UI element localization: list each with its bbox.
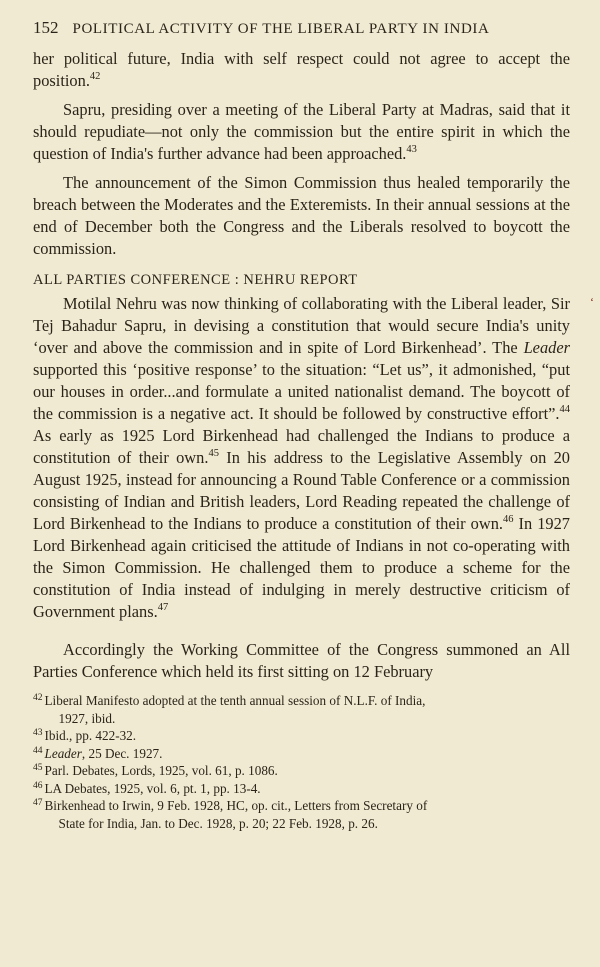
footnote-ref-43: 43 <box>406 143 417 155</box>
page-number: 152 <box>33 18 59 37</box>
footnote-line: , 25 Dec. 1927. <box>81 745 163 761</box>
footnote-ref-42: 42 <box>89 70 101 82</box>
running-header <box>33 18 570 38</box>
footnote-43 <box>33 727 570 745</box>
footnote-continuation: State for India, Jan. to Dec. 1928, p. 20; 22 Feb. 1928, p. 26. <box>58 815 378 831</box>
footnote-42 <box>33 692 570 727</box>
footnote-text <box>45 797 571 832</box>
footnote-line: Ibid., pp. 422-32. <box>44 728 137 743</box>
footnote-47 <box>33 797 570 832</box>
paragraph-4-text-c: As early as 1925 Lord Birkenhead had challenged the Indians to produce a constitution of their own. <box>33 426 570 467</box>
footnote-mark: 44 <box>33 745 43 756</box>
footnote-italic: Leader <box>44 745 82 761</box>
body-text <box>33 48 570 683</box>
footnote-44 <box>33 745 570 763</box>
paragraph-5 <box>33 639 570 683</box>
paragraph-4-text-a: Motilal Nehru was now thinking of collaborating with the Liberal leader, Sir Tej Bahadur Sapru, in devising a constitution that would secure India's unity ‘over and above the commission and in spite of Lord Birkenhead’. The <box>33 294 570 357</box>
leader-italic: Leader <box>523 338 570 357</box>
paragraph-3 <box>33 172 570 260</box>
footnote-line: LA Debates, 1925, vol. 6, pt. 1, pp. 13-4. <box>44 780 261 796</box>
section-heading: ALL PARTIES CONFERENCE : NEHRU REPORT <box>33 272 358 288</box>
paragraph-4-text-e: In 1927 Lord Birkenhead again criticised the attitude of Indians in not co-operating with the Simon Commission. He challenged them to produce a scheme for the constitution of India instead of indulging in merely destructive criticism of Government plans. <box>33 514 570 621</box>
footnote-text <box>45 727 571 745</box>
footnote-mark: 46 <box>33 780 43 791</box>
footnote-ref-45: 45 <box>208 447 219 459</box>
footnote-text <box>45 780 571 798</box>
paragraph-3-text: The announcement of the Simon Commission thus healed temporarily the breach between the Moderates and the Exteremists. In their annual sessions at the end of December both the Congress and the Liberals resolved to boycott the commission. <box>33 173 570 258</box>
paragraph-5-text: Accordingly the Working Committee of the Congress summoned an All Parties Conference which held its first sitting on 12 February <box>33 640 570 681</box>
paragraph-2-text: Sapru, presiding over a meeting of the Liberal Party at Madras, said that it should repudiate—not only the commission but the entire spirit in which the question of India's further advance had been approached. <box>33 100 570 163</box>
footnote-45 <box>33 762 570 780</box>
footnote-ref-47: 47 <box>157 601 169 613</box>
footnote-line: Parl. Debates, Lords, 1925, vol. 61, p. 1086. <box>44 763 278 778</box>
running-title: POLITICAL ACTIVITY OF THE LIBERAL PARTY IN INDIA <box>72 21 490 37</box>
paragraph-4-text-d: In his address to the Legislative Assembly on 20 August 1925, instead for announcing a Round Table Conference or a commission consisting of Indian and British leaders, Lord Reading repeated the challenge of Lord Birkenhead to the Indians to produce a constitution of their own. <box>33 448 570 533</box>
footnote-continuation: 1927, ibid. <box>58 710 116 726</box>
footnote-ref-46: 46 <box>502 513 514 525</box>
paragraph-4 <box>33 293 570 623</box>
footnotes <box>33 692 570 832</box>
footnote-ref-44: 44 <box>559 403 570 415</box>
footnote-line: Liberal Manifesto adopted at the tenth annual session of N.L.F. of India, <box>44 693 426 708</box>
footnote-line: Birkenhead to Irwin, 9 Feb. 1928, HC, op. cit., Letters from Secretary of <box>44 798 428 813</box>
margin-mark: ‘ <box>590 295 594 309</box>
paragraph-4-text-b: supported this ‘positive response’ to the situation: “Let us”, it admonished, “put our houses in order...and formulate a united nationalist demand. The boycott of the commission is a negative act. It should be followed by constructive effort”. <box>33 360 570 423</box>
footnote-mark: 42 <box>33 693 43 703</box>
paragraph-2 <box>33 99 570 165</box>
footnote-text <box>45 762 571 780</box>
footnote-text <box>45 692 571 727</box>
footnote-mark: 47 <box>33 798 43 808</box>
footnote-text <box>45 745 571 763</box>
paragraph-1 <box>33 48 570 92</box>
footnote-mark: 45 <box>33 763 43 773</box>
paragraph-1-text: her political future, India with self respect could not agree to accept the position. <box>33 49 570 90</box>
footnote-mark: 43 <box>33 728 43 738</box>
footnote-46 <box>33 780 570 798</box>
